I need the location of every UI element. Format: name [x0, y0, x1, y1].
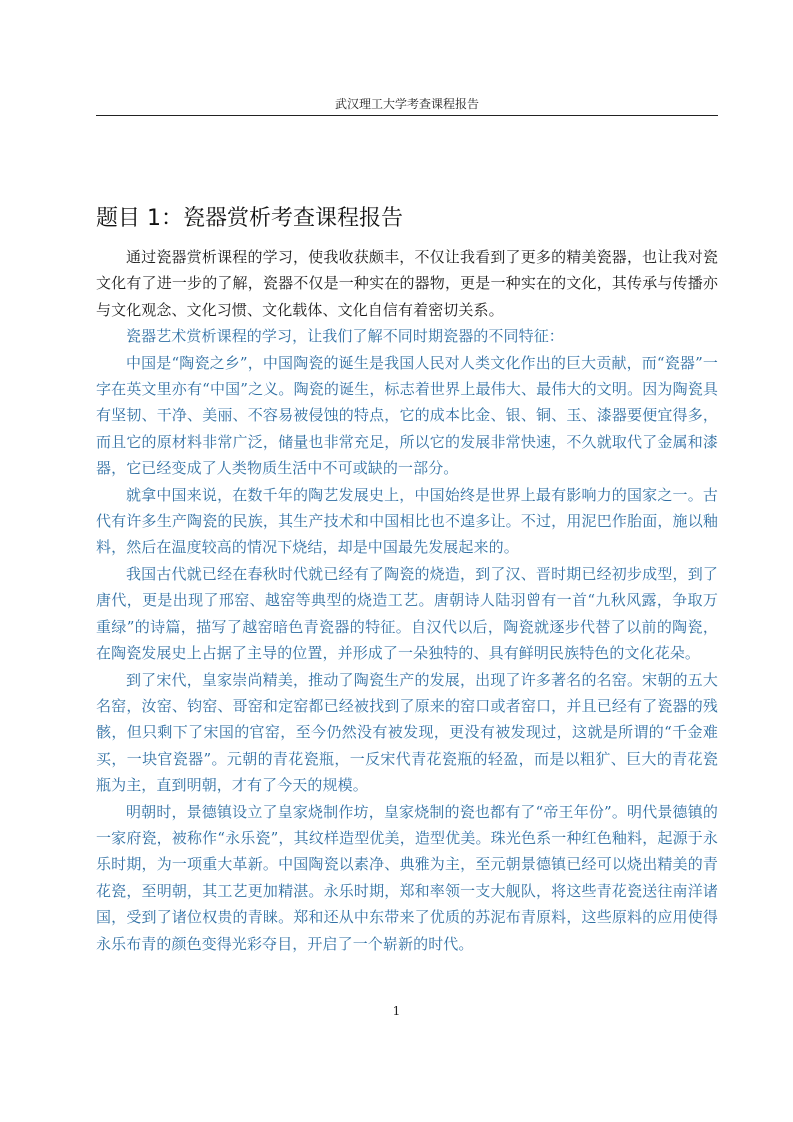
paragraph-song-dynasty: 到了宋代，皇家崇尚精美，推动了陶瓷生产的发展，出现了许多著名的名窑。宋朝的五大名窑，汝窑、钧窑、哥窑和定窑都已经被找到了原来的窑口或者窑口，并且已经有了瓷器的残骸，但只剩下了宋国的官窑，至今仍然没有被发现，更没有被发现过，这就是所谓的“千金难买，一块官瓷器”。元朝的青花瓷瓶，一反宋代青花瓷瓶的轻盈，而是以粗犷、巨大的青花瓷瓶为主，直到明朝，才有了今天的规模。: [96, 670, 718, 795]
paragraph-china-ceramics: 中国是“陶瓷之乡”，中国陶瓷的诞生是我国人民对人类文化作出的巨大贡献，而“瓷器”一字在英文里亦有“中国”之义。陶瓷的诞生，标志着世界上最伟大、最伟大的文明。因为陶瓷具有坚韧、干净、美丽、不容易被侵蚀的特点，它的成本比金、银、铜、玉、漆器要便宜得多，而且它的原材料非常广泛，储量也非常充足，所以它的发展非常快速，不久就取代了金属和漆器，它已经变成了人类物质生活中不可或缺的一部分。: [96, 353, 718, 478]
report-title: 题目 1：瓷器赏析考查课程报告: [96, 206, 403, 231]
running-header: 武汉理工大学考查课程报告: [334, 97, 479, 111]
paragraph-course-summary: 瓷器艺术赏析课程的学习，让我们了解不同时期瓷器的不同特征：: [126, 327, 564, 346]
page-number: 1: [392, 1004, 401, 1018]
paragraph-ancient-kilns: 我国古代就已经在春秋时代就已经有了陶瓷的烧造，到了汉、晋时期已经初步成型，到了唐代，更是出现了邢窑、越窑等典型的烧造工艺。唐朝诗人陆羽曾有一首“九秋风露，争取万重绿”的诗篇，描写了越窑暗色青瓷器的特征。自汉代以后，陶瓷就逐步代替了以前的陶瓷，在陶瓷发展史上占据了主导的位置，并形成了一朵独特的、具有鲜明民族特色的文化花朵。: [96, 564, 718, 663]
paragraph-ming-dynasty: 明朝时，景德镇设立了皇家烧制作坊，皇家烧制的瓷也都有了“帝王年份”。明代景德镇的一家府瓷，被称作“永乐瓷”，其纹样造型优美，造型优美。珠光色系一种红色釉料，起源于永乐时期，为一项重大革新。中国陶瓷以素净、典雅为主，至元朝景德镇已经可以烧出精美的青花瓷，至明朝，其工艺更加精湛。永乐时期，郑和率领一支大舰队，将这些青花瓷送往南洋诸国，受到了诸位权贵的青睐。郑和还从中东带来了优质的苏泥布青原料，这些原料的应用使得永乐布青的颜色变得光彩夺目，开启了一个崭新的时代。: [96, 802, 718, 953]
header-rule: [96, 115, 718, 116]
report-body: [96, 244, 718, 957]
paragraph-pottery-history: 就拿中国来说，在数千年的陶艺发展史上，中国始终是世界上最有影响力的国家之一。古代有许多生产陶瓷的民族，其生产技术和中国相比也不遑多让。不过，用泥巴作胎面，施以釉料，然后在温度较高的情况下烧结，却是中国最先发展起来的。: [96, 485, 718, 557]
paragraph-intro: 通过瓷器赏析课程的学习，使我收获颇丰，不仅让我看到了更多的精美瓷器，也让我对瓷文化有了进一步的了解，瓷器不仅是一种实在的器物，更是一种实在的文化，其传承与传播亦与文化观念、文化习惯、文化载体、文化自信有着密切关系。: [96, 248, 718, 319]
